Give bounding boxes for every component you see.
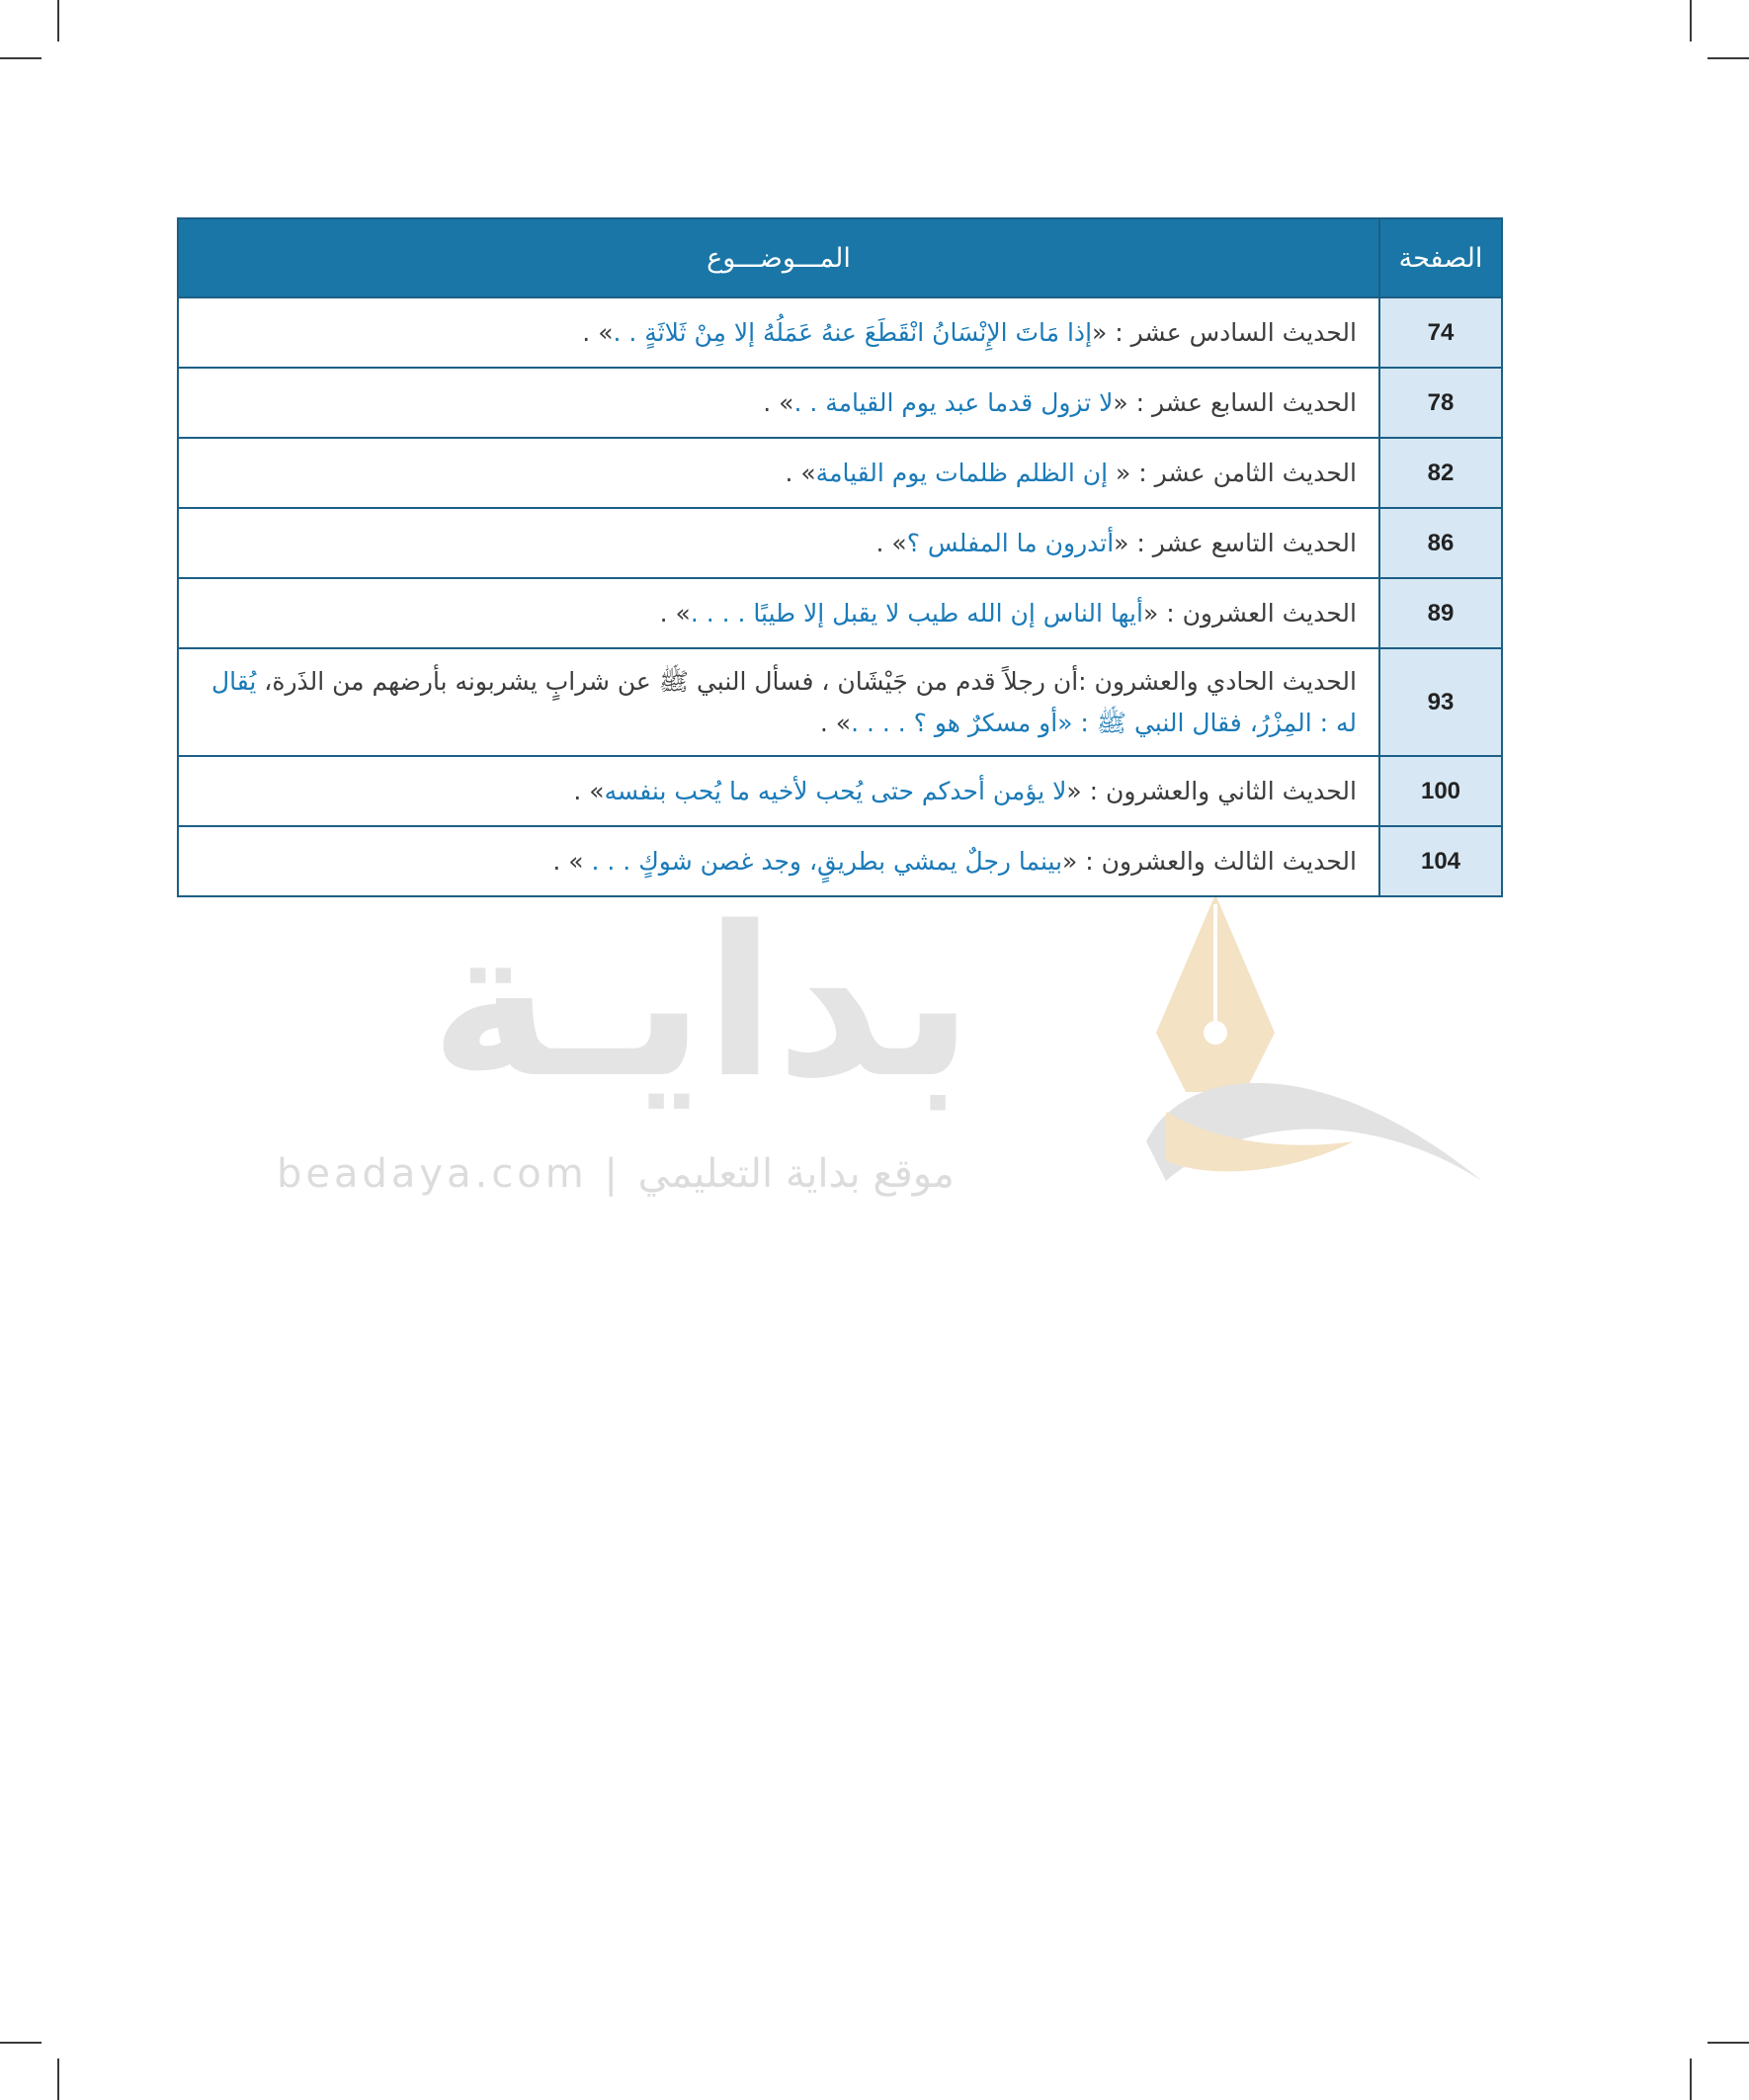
hadith-quote: إن الظلم ظلمات يوم القيامة <box>815 458 1116 487</box>
topic-cell <box>178 297 1379 368</box>
table-row <box>178 438 1502 508</box>
topic-prefix: الحديث الثامن عشر : « <box>1116 458 1357 487</box>
topic-cell <box>178 648 1379 756</box>
topic-suffix: » . <box>573 776 605 805</box>
page-number: 93 <box>1379 648 1502 756</box>
hadith-quote: يُقال له : المِزْرُ، فقال النبي ﷺ : «أو مسكرٌ هو ؟ . . . . <box>210 666 1357 737</box>
toc-header-row <box>178 218 1502 297</box>
page-number: 100 <box>1379 756 1502 826</box>
page-column-header: الصفحة <box>1379 218 1502 297</box>
crop-mark <box>57 0 59 42</box>
watermark <box>257 884 1492 1220</box>
topic-prefix: الحديث التاسع عشر : « <box>1114 528 1357 557</box>
topic-suffix: » . <box>659 598 691 628</box>
toc-table <box>177 217 1503 897</box>
topic-prefix: الحديث الثاني والعشرون : « <box>1066 776 1357 805</box>
topic-suffix: » . <box>875 528 907 557</box>
watermark-tagline: beadaya.com | موقع بداية التعليمي <box>277 1151 955 1197</box>
topic-suffix: » . <box>819 708 852 737</box>
page-number: 104 <box>1379 826 1502 896</box>
topic-column-header: المـــوضـــوع <box>178 218 1379 297</box>
topic-cell <box>178 578 1379 648</box>
crop-mark <box>1690 2058 1692 2100</box>
table-row <box>178 826 1502 896</box>
crop-mark <box>1707 57 1749 59</box>
crop-mark <box>0 2042 42 2044</box>
topic-suffix: » . <box>763 387 794 417</box>
pen-nib-logo-icon <box>1126 884 1502 1220</box>
page-number: 74 <box>1379 297 1502 368</box>
topic-cell <box>178 826 1379 896</box>
topic-suffix: » . <box>552 846 592 876</box>
hadith-quote: لا تزول قدما عبد يوم القيامة . . <box>793 387 1114 417</box>
topic-prefix: الحديث الحادي والعشرون :أن رجلاً قدم من جَيْشَان ، فسأل النبي ﷺ عن شرابٍ يشربونه بأرضهم من الذَرة، <box>256 666 1357 696</box>
crop-mark <box>0 57 42 59</box>
table-row <box>178 578 1502 648</box>
crop-mark <box>57 2058 59 2100</box>
topic-prefix: الحديث السادس عشر : « <box>1092 317 1357 347</box>
table-row <box>178 368 1502 438</box>
topic-cell <box>178 508 1379 578</box>
topic-suffix: » . <box>785 458 816 487</box>
crop-mark <box>1707 2042 1749 2044</box>
hadith-quote: أيها الناس إن الله طيب لا يقبل إلا طيبًا . . . . <box>690 598 1143 628</box>
watermark-word: بدايـة <box>429 882 974 1124</box>
topic-prefix: الحديث العشرون : « <box>1142 598 1357 628</box>
topic-suffix: » . <box>582 317 614 347</box>
hadith-quote: إذا مَاتَ الإِنْسَانُ انْقَطَعَ عنهُ عَمَلُهُ إلا مِنْ ثَلاثَةٍ . . <box>613 317 1093 347</box>
topic-cell <box>178 756 1379 826</box>
table-row <box>178 648 1502 756</box>
topic-cell <box>178 368 1379 438</box>
hadith-quote: بينما رجلٌ يمشي بطريقٍ، وجد غصن شوكٍ . . . <box>591 846 1063 876</box>
table-row <box>178 508 1502 578</box>
hadith-quote: أتدرون ما المفلس ؟ <box>906 528 1115 557</box>
page-number: 82 <box>1379 438 1502 508</box>
hadith-quote: لا يؤمن أحدكم حتى يُحب لأخيه ما يُحب بنفسه <box>604 776 1067 805</box>
topic-prefix: الحديث السابع عشر : « <box>1113 387 1357 417</box>
topic-cell <box>178 438 1379 508</box>
crop-mark <box>1690 0 1692 42</box>
table-row <box>178 297 1502 368</box>
page-number: 78 <box>1379 368 1502 438</box>
page-number: 89 <box>1379 578 1502 648</box>
page-number: 86 <box>1379 508 1502 578</box>
table-row <box>178 756 1502 826</box>
topic-prefix: الحديث الثالث والعشرون : « <box>1062 846 1357 876</box>
